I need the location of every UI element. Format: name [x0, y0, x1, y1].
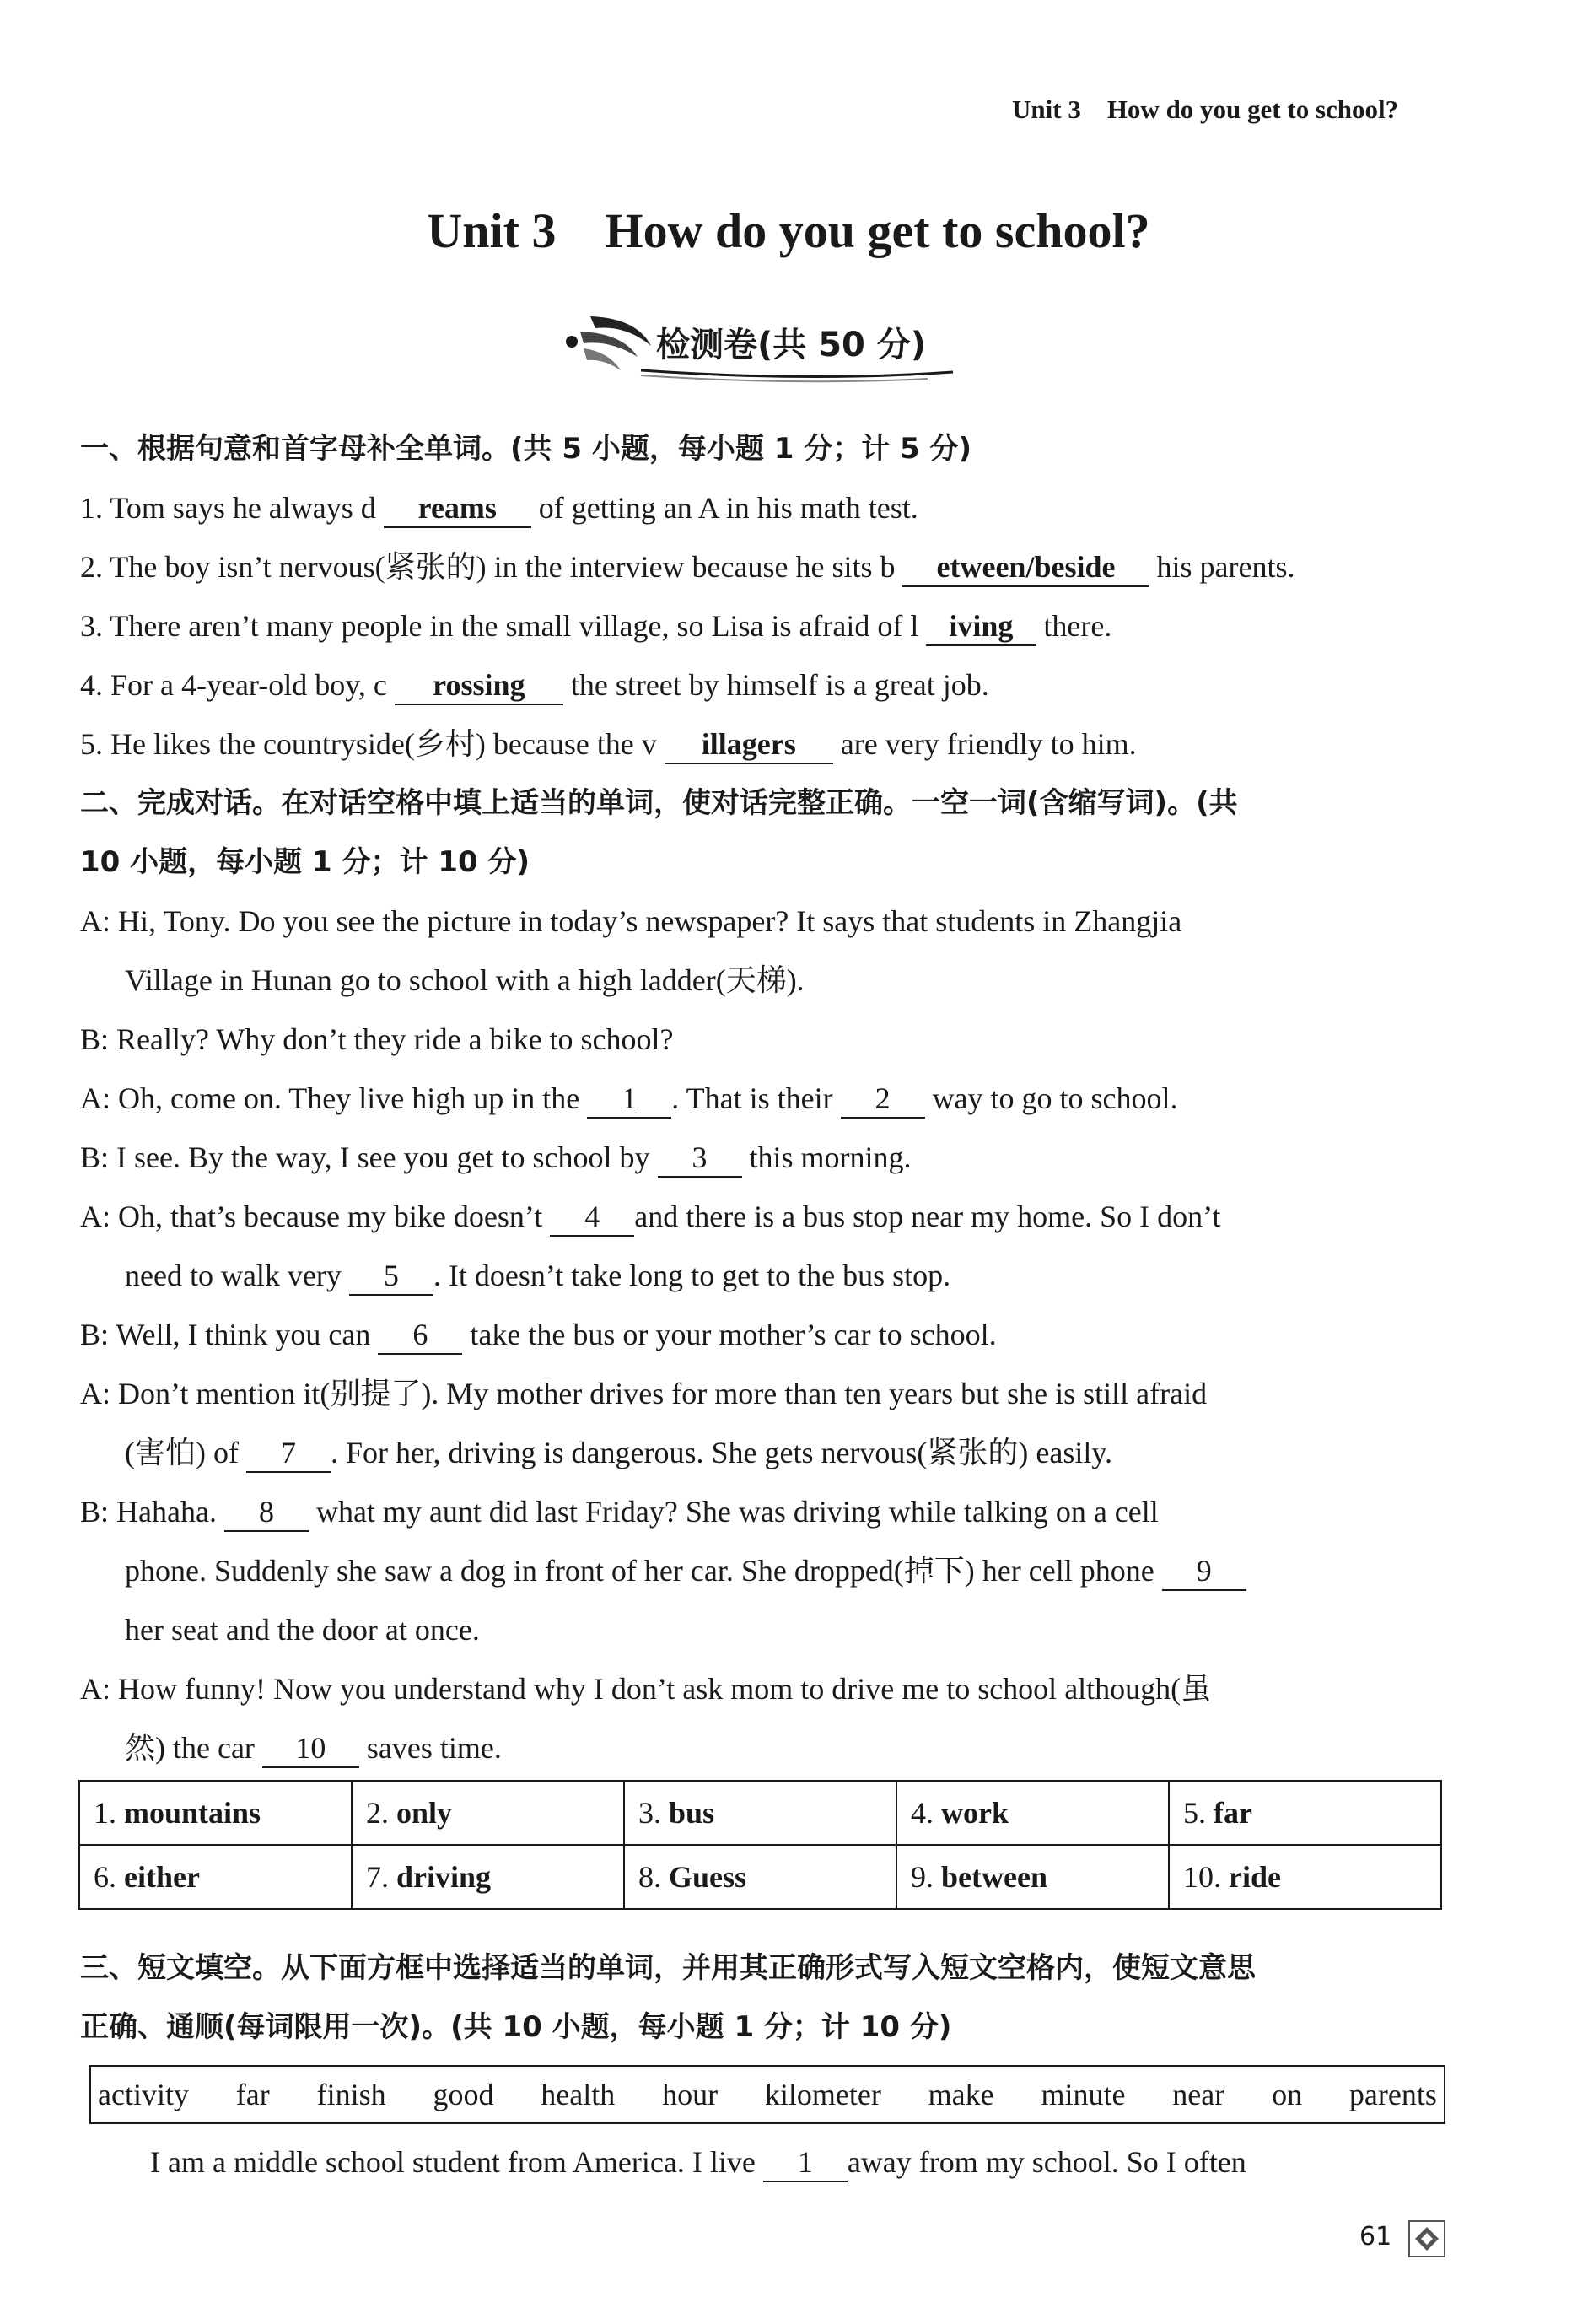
answer-blank: rossing: [395, 666, 563, 705]
dialog-line: [80, 1128, 912, 1187]
answer-cell: 9. between: [896, 1845, 1169, 1909]
dialog-blank: 10: [262, 1729, 359, 1768]
dialog-text: saves time.: [366, 1731, 502, 1765]
section2-heading-line1: 二、完成对话。在对话空格中填上适当的单词，使对话完整正确。一空一词(含缩写词)。(共: [80, 786, 1238, 820]
item-text: there.: [1043, 609, 1112, 643]
item-text: are very friendly to him.: [840, 727, 1137, 761]
passage-line: [150, 2133, 1246, 2192]
item-text: 4. For a 4-year-old boy, c: [80, 668, 387, 702]
dialog-text: . For her, driving is dangerous. She gets nervous(紧张的) easily.: [330, 1436, 1113, 1469]
item-text: 2. The boy isn’t nervous(紧张的) in the interview because he sits b: [80, 550, 896, 584]
answer-cell: 6. either: [79, 1845, 352, 1909]
word-bank-item: parents: [1348, 2078, 1437, 2111]
s1-item-4: [80, 655, 989, 714]
dialog-text: A: Oh, come on. They live high up in the: [80, 1081, 580, 1115]
s1-item-3: [80, 596, 1111, 655]
section2-heading-line2: 10 小题，每小题 1 分；计 10 分): [80, 845, 530, 879]
answer-cell: 2. only: [352, 1781, 624, 1845]
word-bank-item: finish: [316, 2078, 386, 2111]
answer-cell: 3. bus: [624, 1781, 896, 1845]
item-text: of getting an A in his math test.: [538, 491, 918, 525]
dialog-line: [125, 1541, 1246, 1600]
dialog-blank: 2: [841, 1080, 925, 1119]
dialog-text: B: I see. By the way, I see you get to school by: [80, 1140, 650, 1174]
item-text: 1. Tom says he always d: [80, 491, 376, 525]
section3-heading-line1: 三、短文填空。从下面方框中选择适当的单词，并用其正确形式写入短文空格内，使短文意思: [80, 1951, 1256, 1985]
dialog-line: [125, 1718, 502, 1777]
dialog-line: A: Don’t mention it(别提了). My mother drives for more than ten years but she is still afraid: [80, 1377, 1208, 1410]
answer-blank: etween/beside: [902, 548, 1149, 587]
section1-heading: 一、根据句意和首字母补全单词。(共 5 小题，每小题 1 分；计 5 分): [80, 432, 972, 466]
dialog-line: [80, 1482, 1159, 1541]
running-head: Unit 3 How do you get to school?: [1012, 94, 1399, 124]
s1-item-5: [80, 714, 1137, 774]
s1-item-1: [80, 478, 918, 537]
dialog-line: A: How funny! Now you understand why I don’t ask mom to drive me to school although(虽: [80, 1672, 1212, 1706]
word-bank-item: far: [235, 2078, 270, 2111]
dialog-line: [80, 1305, 997, 1364]
section3-heading-line2: 正确、通顺(每词限用一次)。(共 10 小题，每小题 1 分；计 10 分): [80, 2010, 952, 2044]
diamond-icon: [1407, 2219, 1447, 2259]
item-text: 5. He likes the countryside(乡村) because the v: [80, 727, 657, 761]
dialog-blank: 8: [224, 1493, 309, 1532]
dialog-text: . That is their: [671, 1081, 833, 1115]
word-bank-item: hour: [662, 2078, 719, 2111]
dialog-line: her seat and the door at once.: [125, 1613, 480, 1647]
dialog-text: B: Hahaha.: [80, 1495, 217, 1529]
word-bank-item: on: [1272, 2078, 1303, 2111]
word-bank-item: health: [541, 2078, 616, 2111]
dialog-blank: 7: [246, 1434, 331, 1473]
dialog-text: . It doesn’t take long to get to the bus stop.: [433, 1259, 951, 1292]
passage-blank: 1: [763, 2143, 848, 2182]
dialog-text: phone. Suddenly she saw a dog in front of her car. She dropped(掉下) her cell phone: [125, 1554, 1154, 1588]
answer-cell: 8. Guess: [624, 1845, 896, 1909]
item-text: 3. There aren’t many people in the small village, so Lisa is afraid of l: [80, 609, 919, 643]
dialog-text: 然) the car: [125, 1731, 255, 1765]
dialog-blank: 1: [587, 1080, 671, 1119]
dialog-blank: 3: [658, 1139, 742, 1178]
answer-cell: 5. far: [1169, 1781, 1441, 1845]
word-bank-item: near: [1172, 2078, 1225, 2111]
word-bank-item: kilometer: [764, 2078, 881, 2111]
dialog-text: B: Well, I think you can: [80, 1318, 371, 1351]
word-bank: [89, 2065, 1445, 2124]
dialog-text: (害怕) of: [125, 1436, 239, 1469]
answer-blank: reams: [384, 489, 531, 528]
word-bank-item: activity: [98, 2078, 189, 2111]
s1-item-2: [80, 537, 1294, 596]
dialog-line: Village in Hunan go to school with a high ladder(天梯).: [125, 963, 805, 997]
word-bank-item: make: [928, 2078, 994, 2111]
page-title: Unit 3 How do you get to school?: [427, 203, 1150, 258]
answer-blank: illagers: [665, 725, 833, 764]
dialog-text: take the bus or your mother’s car to school.: [470, 1318, 997, 1351]
answer-cell: 4. work: [896, 1781, 1169, 1845]
dialog-line: A: Hi, Tony. Do you see the picture in today’s newspaper? It says that students in Zhangjia: [80, 904, 1182, 938]
dialog-text: and there is a bus stop near my home. So I don’t: [634, 1200, 1221, 1233]
answer-cell: 7. driving: [352, 1845, 624, 1909]
subtitle-text: 检测卷(共 50 分): [656, 326, 927, 364]
dialog-text: A: Oh, that’s because my bike doesn’t: [80, 1200, 543, 1233]
dialog-text: what my aunt did last Friday? She was driving while talking on a cell: [315, 1495, 1159, 1529]
dialog-blank: 9: [1162, 1552, 1246, 1591]
item-text: his parents.: [1156, 550, 1295, 584]
answer-blank: iving: [926, 607, 1036, 646]
dialog-blank: 4: [550, 1198, 634, 1237]
dialog-line: [125, 1246, 950, 1305]
word-bank-item: good: [433, 2078, 494, 2111]
word-bank-item: minute: [1041, 2078, 1126, 2111]
passage-text: away from my school. So I often: [847, 2145, 1246, 2179]
answer-cell: 10. ride: [1169, 1845, 1441, 1909]
dialog-line: [80, 1187, 1220, 1246]
dialog-text: need to walk very: [125, 1259, 342, 1292]
dialog-line: [80, 1069, 1178, 1128]
dialog-blank: 5: [349, 1257, 433, 1296]
answer-cell: 1. mountains: [79, 1781, 352, 1845]
dialog-line: [125, 1423, 1112, 1482]
passage-text: I am a middle school student from America. I live: [150, 2145, 756, 2179]
dialog-line: B: Really? Why don’t they ride a bike to school?: [80, 1022, 674, 1056]
page-number: 61: [1359, 2222, 1392, 2251]
table-row: [79, 1781, 1441, 1845]
test-subtitle: [557, 299, 961, 384]
dialog-text: way to go to school.: [932, 1081, 1178, 1115]
table-row: [79, 1845, 1441, 1909]
dialog-text: this morning.: [749, 1140, 912, 1174]
item-text: the street by himself is a great job.: [570, 668, 989, 702]
dialog-blank: 6: [378, 1316, 462, 1355]
answer-key-table: [78, 1780, 1442, 1910]
